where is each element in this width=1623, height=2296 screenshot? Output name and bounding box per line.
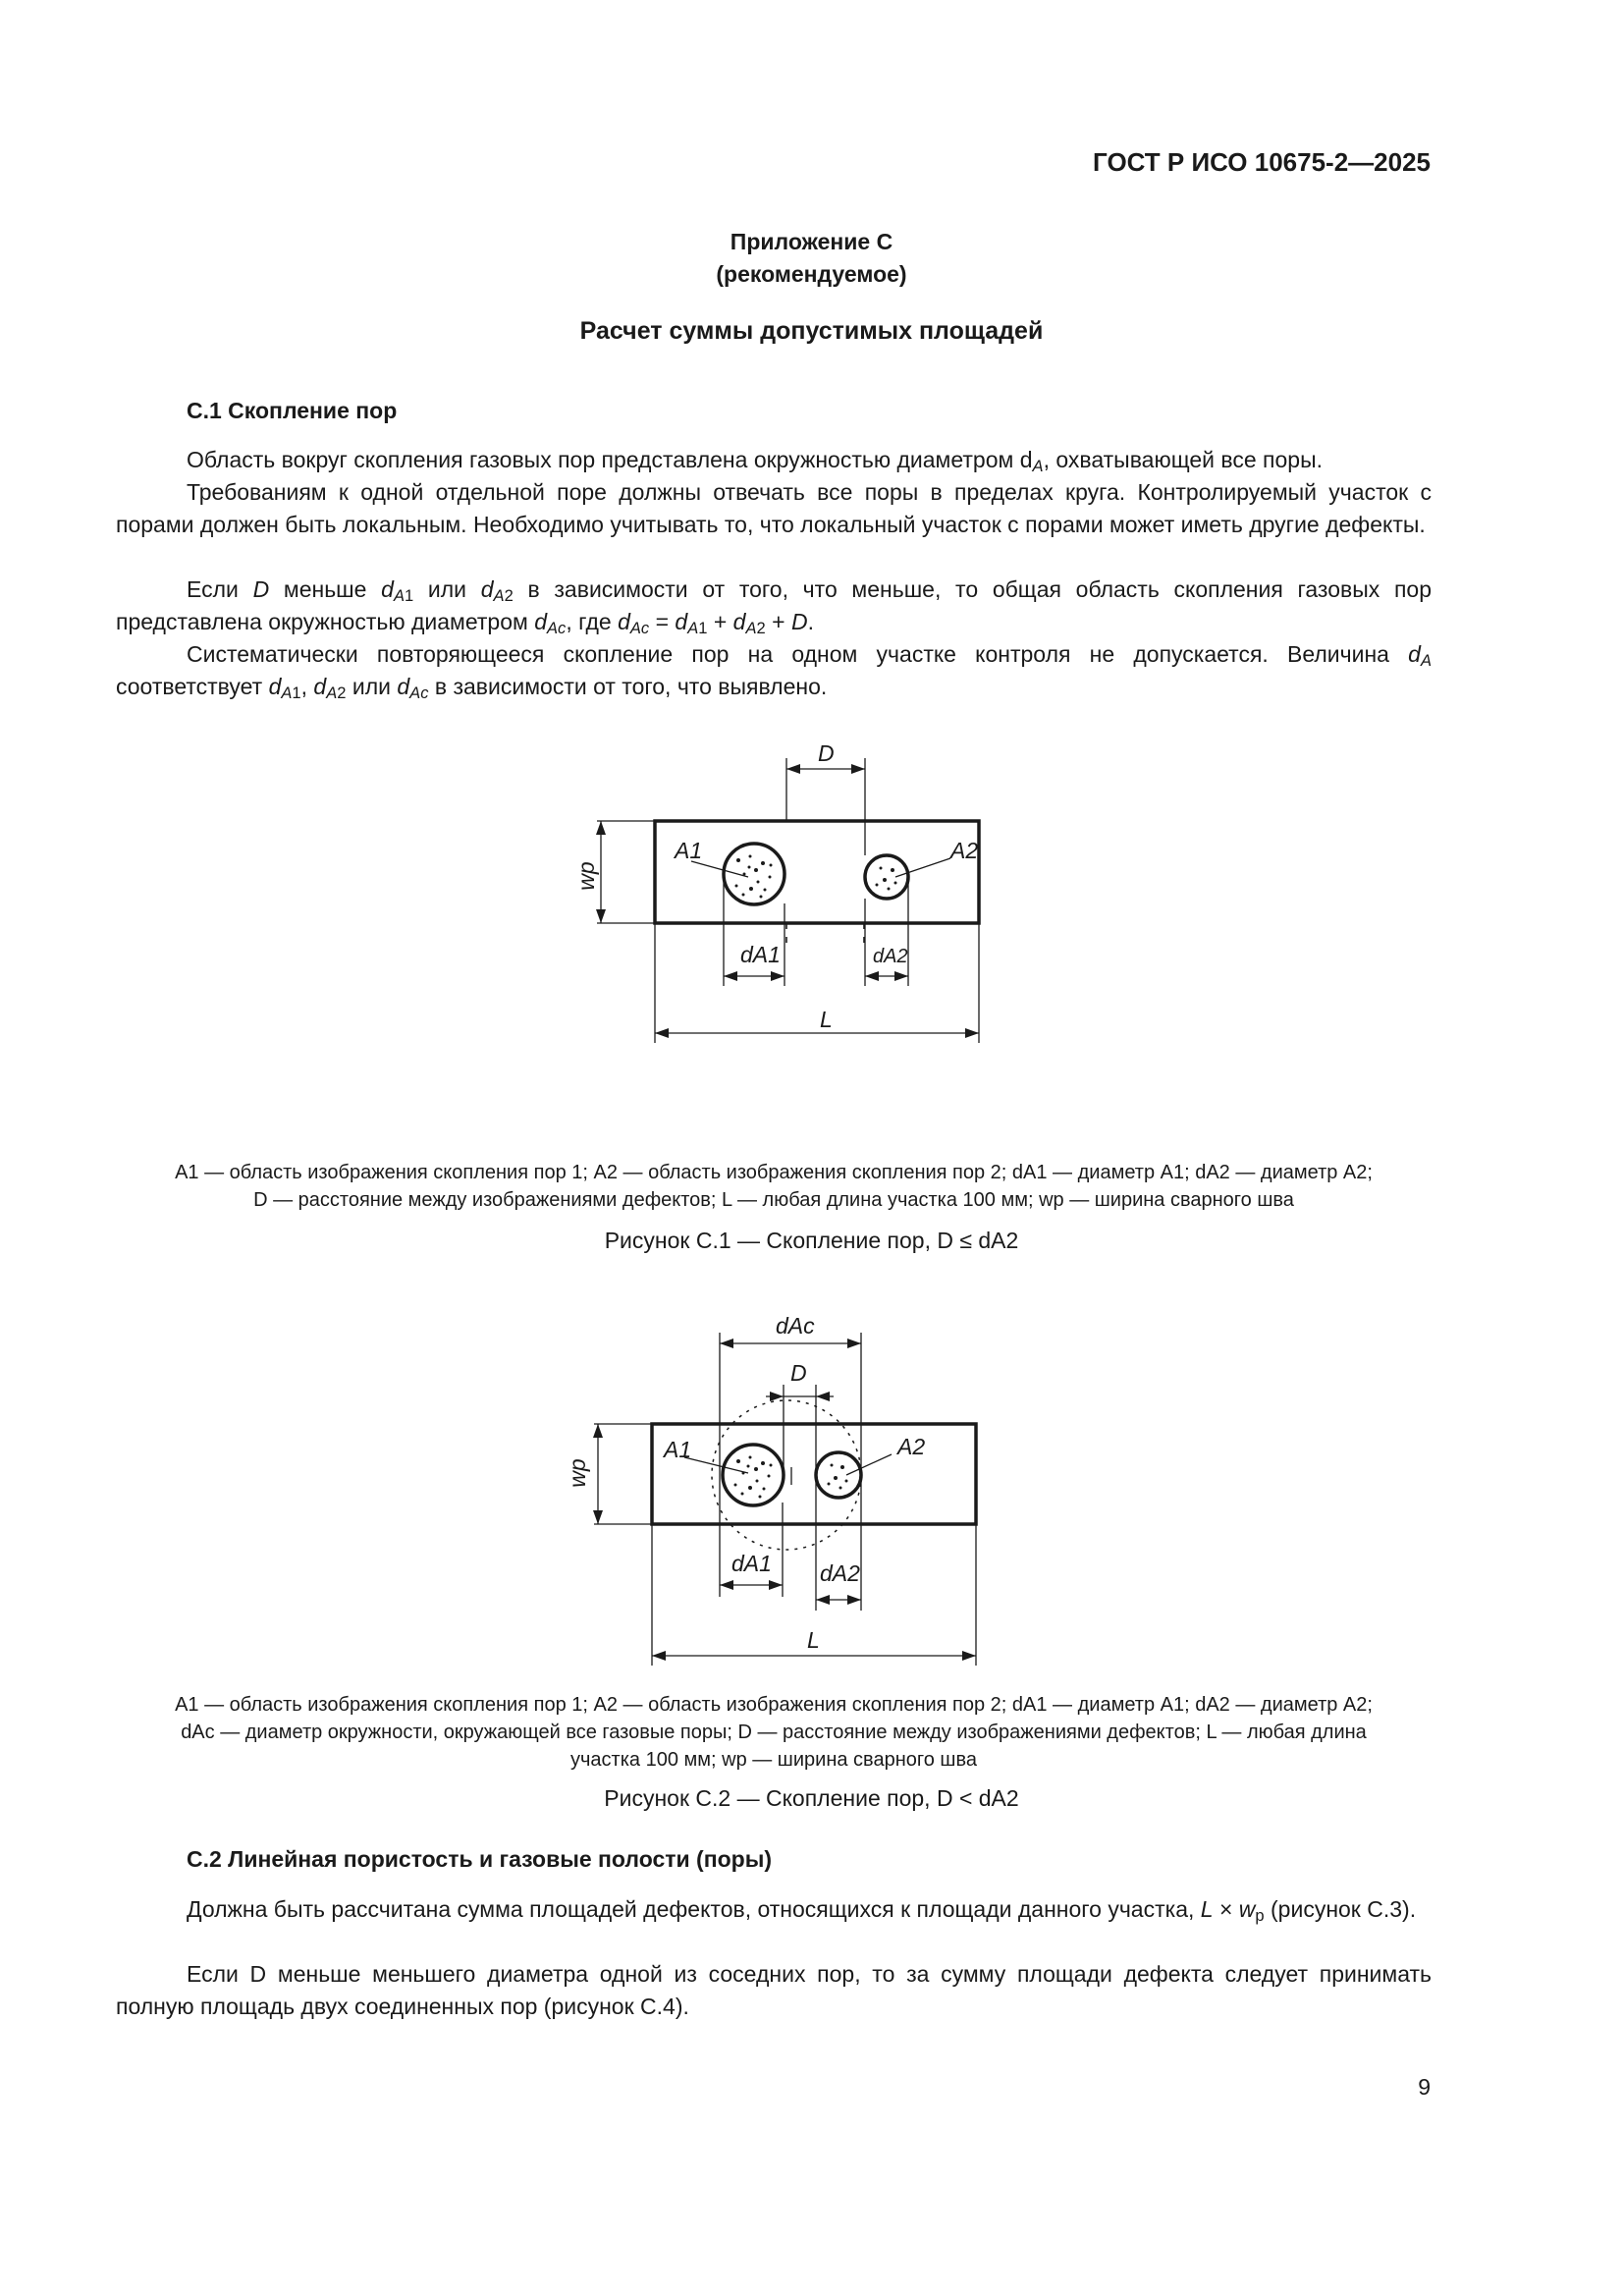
weld-zone-rect-2 — [652, 1424, 976, 1524]
pore-dots-a2-2 — [828, 1464, 848, 1490]
fig2-label-l: L — [807, 1627, 820, 1653]
page-number: 9 — [1418, 2074, 1431, 2100]
pore-cluster-a2-2 — [816, 1452, 861, 1498]
pore-dots-a1-2 — [734, 1456, 773, 1499]
fig2-label-dac: dAc — [776, 1313, 815, 1339]
figure-c1-legend: A1 — область изображения скопления пор 1; A2 — область изображения скопления пор 2; dA1 — диаметр A1; dA2 — диаметр A2; D — расстояние между изображениями дефектов; L — любая длина участка 100 мм; wp — ширина сварного шва — [175, 1162, 1373, 1211]
section-c1-paragraph-4: Систематически повторяющееся скопление пор на одном участке контроля не допускается. Величина $d_A$ соответствует $d_{A1}$, $d_{A2}$ или $d_{Ac}$ в зависимости от того, что выявлено. — [116, 641, 1433, 703]
annex-label: Приложение С — [730, 229, 893, 254]
fig1-label-da1: dA1 — [740, 942, 781, 967]
section-c1-paragraph-2: Требованиям к одной отдельной поре должны отвечать все поры в пределах круга. Контролируемый участок с порами должен быть локальным. Необходимо учитывать то, что локальный участок с порами может иметь другие дефекты. — [116, 479, 1432, 537]
figure-c1-caption: Рисунок С.1 — Скопление пор, D ≤ dA2 — [604, 1228, 1019, 1253]
fig2-label-d: D — [790, 1360, 807, 1386]
section-c2-paragraph-2: Если D меньше меньшего диаметра одной из соседних пор, то за сумму площади дефекта следует принимать полную площадь двух соединенных пор (рисунок С.4). — [116, 1961, 1432, 2019]
main-heading: Расчет суммы допустимых площадей — [579, 317, 1044, 345]
fig1-label-da2: dA2 — [873, 946, 908, 967]
fig2-label-a2: A2 — [897, 1434, 926, 1459]
figure-c2-caption: Рисунок С.2 — Скопление пор, D < dA2 — [604, 1785, 1019, 1811]
figure-c2-legend: A1 — область изображения скопления пор 1; A2 — область изображения скопления пор 2; dA1 — диаметр A1; dA2 — диаметр A2; dAc — диаметр окружности, окружающей все газовые поры; D — расстояние между изображениями дефектов; L — любая длина участка 100 мм; wp — ширина сварного шва — [175, 1694, 1373, 1771]
fig2-label-da2: dA2 — [820, 1560, 860, 1586]
section-c1-paragraph-3: Если D меньше $d_{A1}$ или $d_{A2}$ в зависимости от того, что меньше, то общая область скопления газовых пор представлена окружностью диаметром $d_{Ac}$, где $d_{Ac} = d_{A1} + d_{A2} + D$. — [116, 576, 1432, 638]
fig2-label-wp: wp — [565, 1458, 590, 1488]
fig2-label-da1: dA1 — [731, 1551, 772, 1576]
fig2-label-a1: A1 — [664, 1437, 692, 1462]
fig1-label-a1: A1 — [675, 838, 703, 863]
section-c2-title: С.2 Линейная пористость и газовые полости (поры) — [187, 1846, 773, 1872]
annex-status: (рекомендуемое) — [716, 261, 907, 287]
section-c1-paragraph-1: Область вокруг скопления газовых пор представлена окружностью диаметром $d_A$, охватывающей все поры. — [187, 447, 1323, 476]
fig1-label-l: L — [820, 1007, 833, 1032]
standard-code: ГОСТ Р ИСО 10675-2—2025 — [1093, 147, 1431, 177]
section-c2-paragraph-1: Должна быть рассчитана сумма площадей дефектов, относящихся к площади данного участка, $L \times w_p$ (рисунок С.3). — [187, 1896, 1417, 1926]
fig1-label-d: D — [818, 740, 835, 766]
fig1-label-a2: A2 — [950, 838, 979, 863]
pore-cluster-a1-2 — [723, 1445, 784, 1505]
section-c1-title: С.1 Скопление пор — [187, 398, 398, 423]
fig1-label-wp: wp — [573, 861, 599, 891]
